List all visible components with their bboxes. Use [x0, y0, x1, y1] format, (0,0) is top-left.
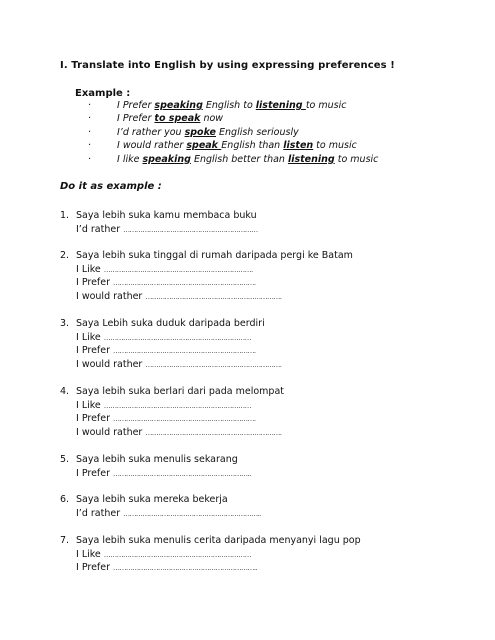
- answer-line[interactable]: [76, 468, 251, 481]
- answer-line[interactable]: [76, 427, 281, 440]
- question-prompt: Saya lebih suka menulis cerita daripada menyanyi lagu pop: [76, 535, 361, 546]
- example-label: Example :: [75, 88, 131, 99]
- answer-blank[interactable]: ……………………………………………………………: [103, 401, 251, 410]
- answer-blank[interactable]: …………………………………………………………..: [113, 564, 258, 572]
- underlined-word: listen: [283, 140, 314, 152]
- answer-label: I Like: [76, 331, 104, 343]
- sentence-text: English to: [202, 100, 256, 111]
- question-number: 1.: [60, 210, 70, 221]
- sentence-text: I Prefer: [117, 100, 155, 111]
- section-heading: I. Translate into English by using expressing preferences !: [60, 60, 395, 71]
- sentence-text: English than: [221, 140, 284, 152]
- underlined-word: to speak: [154, 113, 201, 125]
- underlined-word: speak: [186, 140, 222, 152]
- answer-label: I Like: [76, 263, 104, 275]
- example-sentence: [117, 113, 223, 124]
- sentence-text: to music: [334, 153, 379, 165]
- bullet-mark: ·: [88, 100, 92, 111]
- question-number: 7.: [60, 535, 70, 546]
- sentence-text: I would rather: [117, 140, 187, 152]
- answer-label: I would rather: [76, 290, 146, 302]
- question-prompt: Saya lebih suka mereka bekerja: [76, 494, 228, 505]
- bullet-mark: ·: [88, 113, 92, 125]
- sentence-text: to music: [305, 100, 347, 111]
- answer-blank[interactable]: ………………………………………………………: [123, 225, 258, 234]
- answer-blank[interactable]: ………………………………………………………..: [123, 509, 261, 518]
- answer-label: I would rather: [76, 426, 146, 438]
- answer-label: I Like: [76, 399, 104, 411]
- example-sentence: [117, 100, 346, 111]
- answer-label: I Prefer: [76, 345, 114, 356]
- sentence-text: I like: [117, 153, 143, 165]
- answer-line[interactable]: [76, 400, 251, 413]
- question-prompt: Saya Lebih suka duduk daripada berdiri: [76, 318, 265, 329]
- answer-line[interactable]: [76, 332, 251, 345]
- instruction-label: Do it as example :: [60, 181, 162, 192]
- underlined-word: spoke: [184, 126, 216, 138]
- answer-line[interactable]: [76, 562, 257, 575]
- example-sentence: [117, 140, 357, 151]
- answer-label: I Like: [76, 548, 104, 560]
- question-prompt: Saya lebih suka menulis sekarang: [76, 454, 238, 465]
- sentence-text: to music: [313, 140, 357, 152]
- answer-label: I Prefer: [76, 413, 114, 424]
- sentence-text: English seriously: [216, 126, 299, 138]
- answer-line[interactable]: [76, 345, 255, 358]
- answer-label: I Prefer: [76, 562, 114, 573]
- answer-line[interactable]: [76, 277, 255, 290]
- sentence-text: now: [200, 113, 224, 125]
- underlined-word: listening: [287, 153, 335, 165]
- question-number: 3.: [60, 318, 70, 329]
- answer-line[interactable]: [76, 508, 261, 521]
- question-number: 6.: [60, 494, 70, 505]
- answer-blank[interactable]: ……………………………………………………………: [103, 550, 251, 559]
- underlined-word: listening: [255, 100, 306, 111]
- answer-line[interactable]: [76, 413, 255, 426]
- example-sentence: [117, 127, 299, 138]
- answer-line[interactable]: [76, 291, 281, 304]
- answer-label: I would rather: [76, 358, 146, 370]
- answer-line[interactable]: [76, 549, 251, 562]
- answer-label: I Prefer: [76, 467, 114, 479]
- question-number: 5.: [60, 454, 70, 465]
- answer-blank[interactable]: ……………………………………………………….: [145, 428, 282, 437]
- answer-label: I’d rather: [76, 507, 124, 519]
- answer-label: I’d rather: [76, 223, 124, 235]
- sentence-text: I’d rather you: [117, 126, 185, 138]
- answer-blank[interactable]: …………………………………………………………….: [103, 265, 253, 274]
- question-prompt: Saya lebih suka berlari dari pada melompat: [76, 386, 284, 397]
- bullet-mark: ·: [88, 140, 92, 152]
- question-number: 2.: [60, 250, 70, 261]
- sentence-text: I Prefer: [117, 113, 155, 125]
- bullet-mark: ·: [88, 126, 92, 138]
- answer-blank[interactable]: ……………………………………………………….: [145, 360, 282, 369]
- underlined-word: speaking: [154, 100, 203, 111]
- question-prompt: Saya lebih suka tinggal di rumah daripada pergi ke Batam: [76, 250, 353, 261]
- question-prompt: Saya lebih suka kamu membaca buku: [76, 210, 257, 221]
- underlined-word: speaking: [142, 153, 191, 165]
- sentence-text: English better than: [190, 153, 288, 165]
- answer-blank[interactable]: ……………………………………………………………: [103, 333, 251, 342]
- answer-line[interactable]: [76, 224, 258, 237]
- bullet-mark: ·: [88, 153, 92, 165]
- answer-line[interactable]: [76, 264, 253, 277]
- question-number: 4.: [60, 386, 70, 397]
- answer-blank[interactable]: ……………………………………………………….: [145, 292, 282, 301]
- example-sentence: [117, 154, 378, 165]
- answer-blank[interactable]: ………………………………………………………..: [113, 469, 251, 478]
- answer-blank[interactable]: ………………………………………………………….: [113, 279, 256, 287]
- answer-label: I Prefer: [76, 277, 114, 288]
- answer-blank[interactable]: ………………………………………………………….: [113, 347, 256, 355]
- answer-blank[interactable]: ………………………………………………………….: [113, 415, 256, 423]
- answer-line[interactable]: [76, 359, 281, 372]
